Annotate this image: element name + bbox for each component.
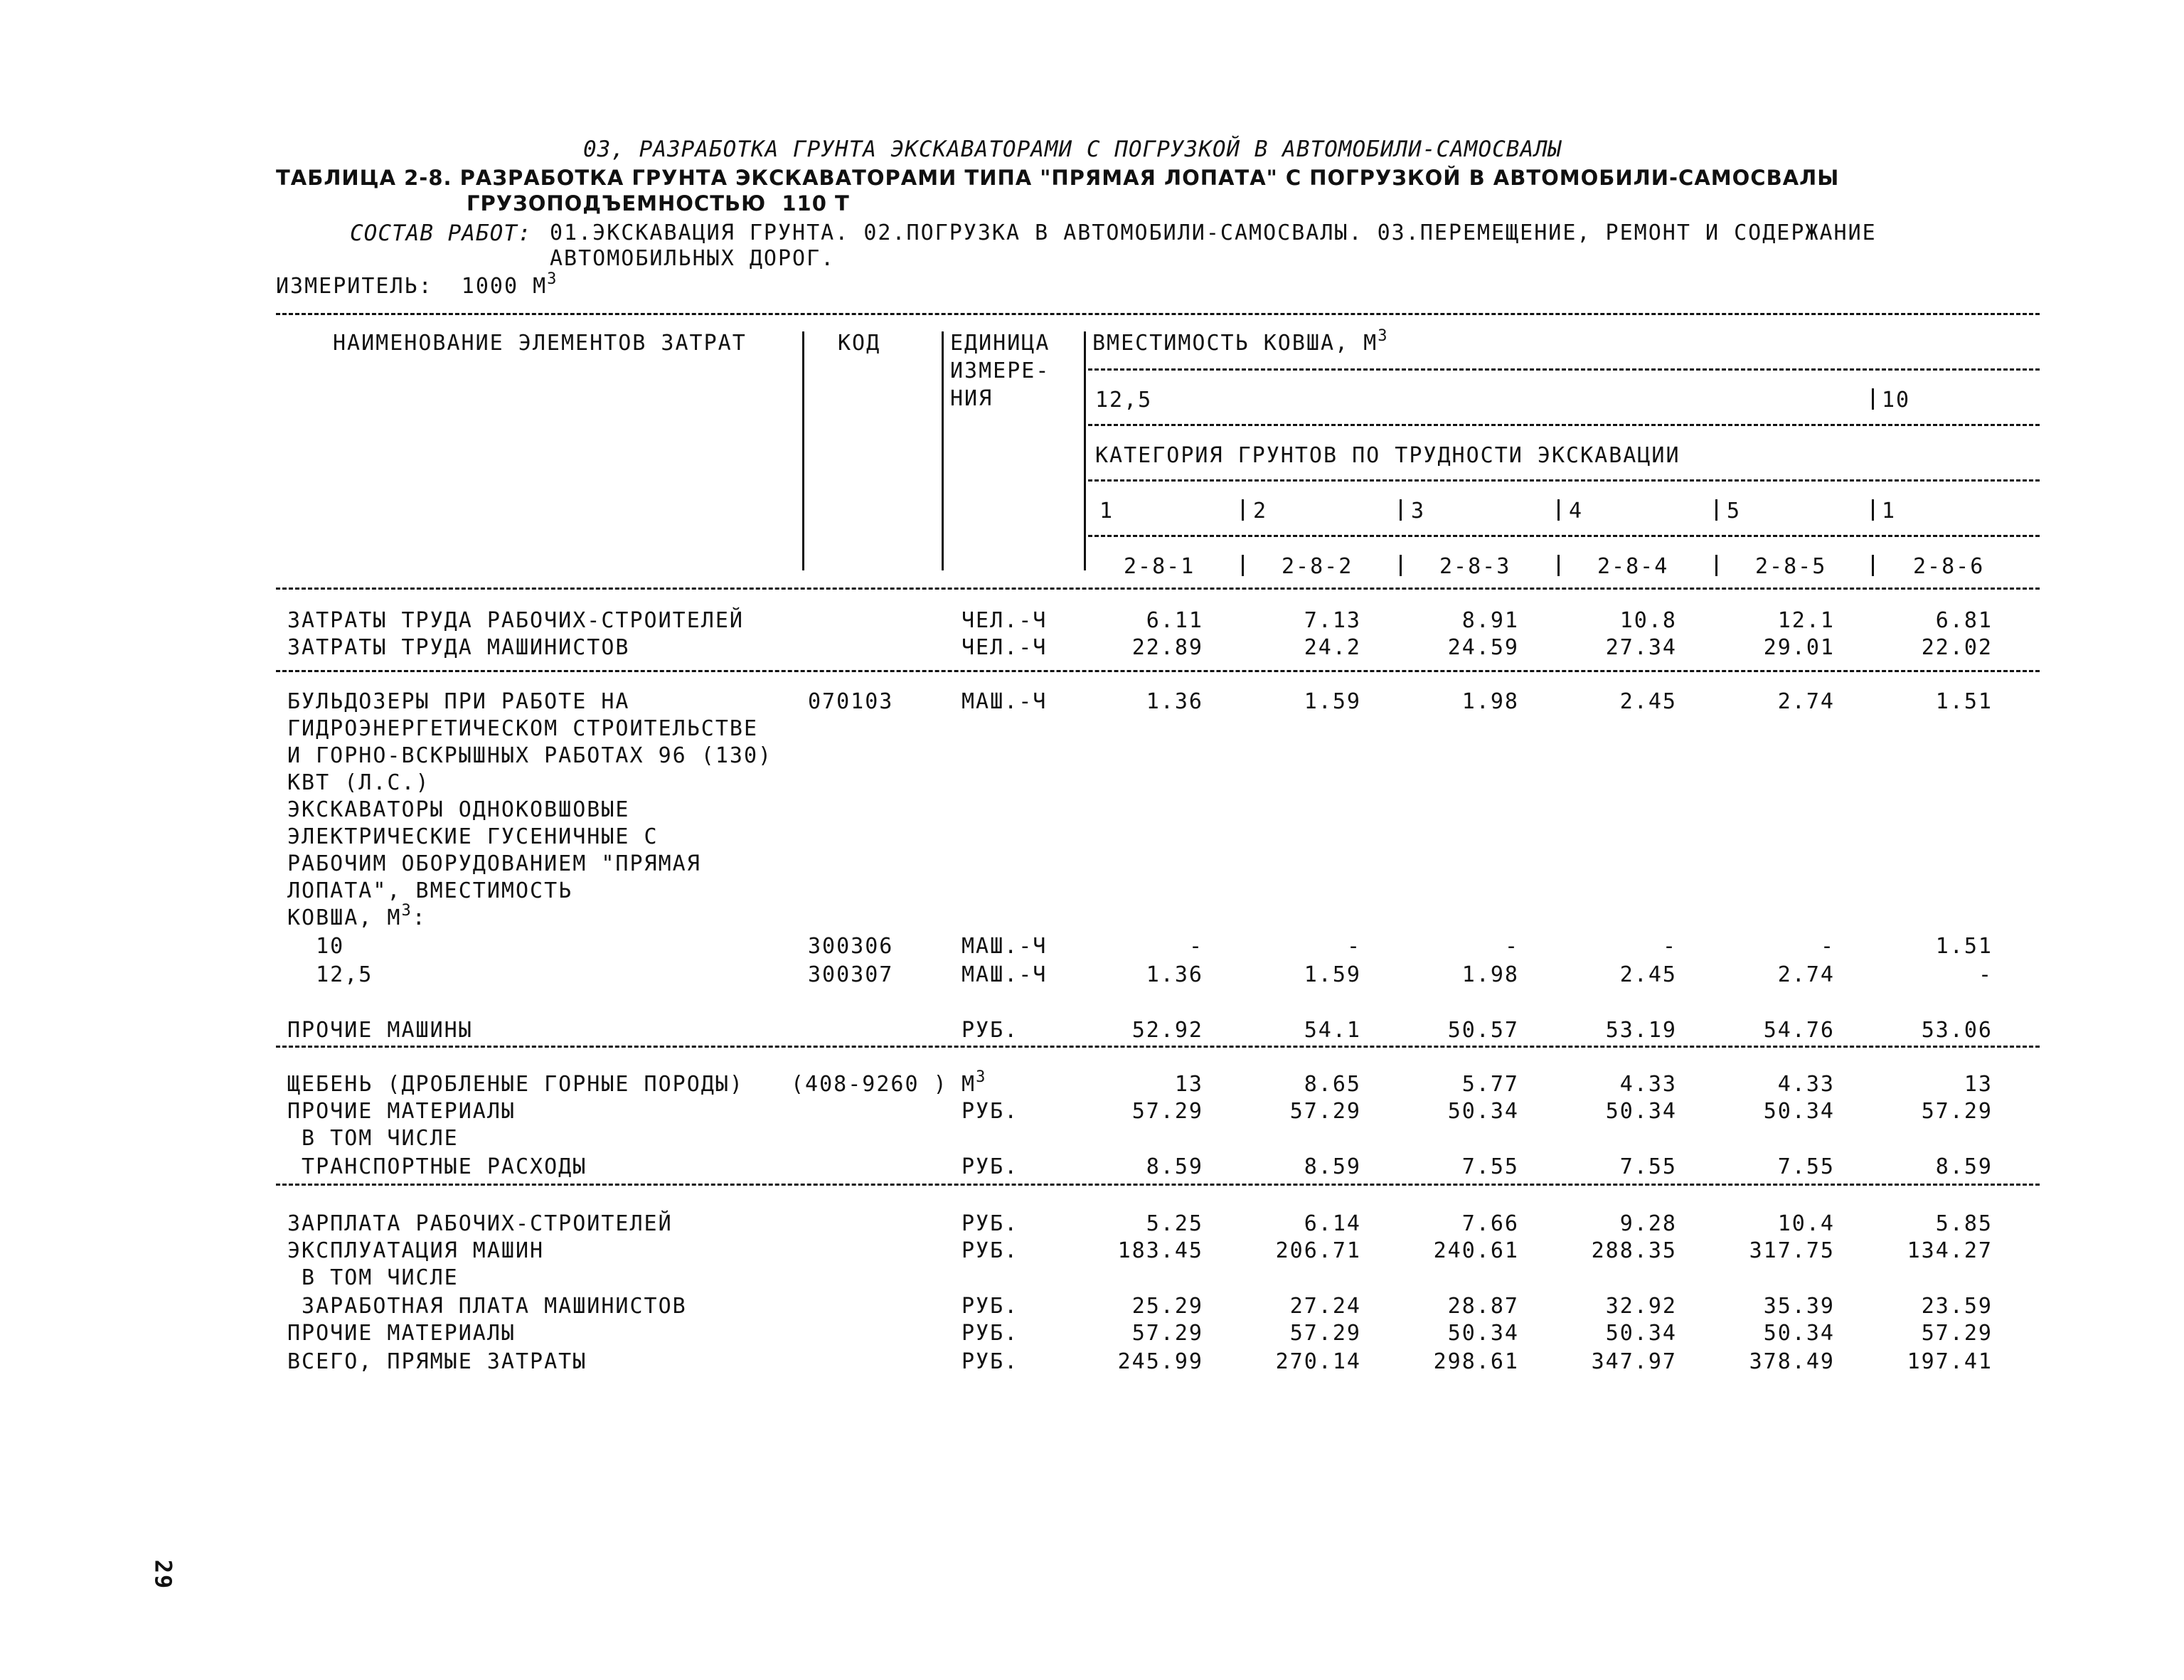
row-value: 10.8 bbox=[1619, 608, 1677, 633]
row-value: 10.4 bbox=[1777, 1211, 1835, 1236]
row-unit: МАШ.-Ч bbox=[962, 934, 1048, 959]
row-value: 13 bbox=[1964, 1072, 1993, 1097]
row-value: 22.89 bbox=[1131, 635, 1203, 660]
row-value: 50.34 bbox=[1763, 1321, 1835, 1346]
row-value: 29.01 bbox=[1763, 635, 1835, 660]
work-composition-text: 01.ЭКСКАВАЦИЯ ГРУНТА. 02.ПОГРУЗКА В АВТОМОБИЛИ-САМОСВАЛЫ. 03.ПЕРЕМЕЩЕНИЕ, РЕМОНТ И СОДЕРЖАНИЕ bbox=[550, 220, 1877, 245]
row-value: 7.55 bbox=[1777, 1154, 1835, 1179]
row-unit: РУБ. bbox=[962, 1099, 1019, 1124]
col-divider bbox=[1084, 331, 1086, 570]
col-divider bbox=[1242, 499, 1244, 521]
row-value: - bbox=[1662, 934, 1677, 959]
row-name: ЭКСКАВАТОРЫ ОДНОКОВШОВЫЕ bbox=[287, 797, 630, 822]
rule bbox=[1088, 535, 2040, 537]
header-cat: 5 bbox=[1727, 499, 1742, 523]
row-value: 1.98 bbox=[1461, 689, 1519, 714]
col-divider bbox=[1872, 388, 1874, 410]
header-unit-cont: НИЯ bbox=[950, 386, 994, 411]
row-unit: РУБ. bbox=[962, 1211, 1019, 1236]
row-name: ЗАРПЛАТА РАБОЧИХ-СТРОИТЕЛЕЙ bbox=[287, 1211, 673, 1236]
header-cap-12-5: 12,5 bbox=[1095, 388, 1153, 413]
row-unit: РУБ. bbox=[962, 1238, 1019, 1263]
row-name: КОВША, $М^3$: bbox=[287, 902, 427, 930]
rule bbox=[276, 1046, 2040, 1048]
row-value: 1.59 bbox=[1304, 689, 1361, 714]
row-unit: МАШ.-Ч bbox=[962, 689, 1048, 714]
row-value: 1.51 bbox=[1935, 689, 1993, 714]
row-name: ЗАТРАТЫ ТРУДА РАБОЧИХ-СТРОИТЕЛЕЙ bbox=[287, 608, 744, 633]
row-name: ГИДРОЭНЕРГЕТИЧЕСКОМ СТРОИТЕЛЬСТВЕ bbox=[287, 716, 759, 741]
col-divider bbox=[1872, 499, 1874, 521]
header-norm-code: 2-8-3 bbox=[1439, 554, 1511, 579]
header-cat: 1 bbox=[1882, 499, 1897, 523]
row-value: 50.57 bbox=[1447, 1018, 1519, 1043]
row-value: - bbox=[1188, 934, 1203, 959]
row-value: 6.11 bbox=[1146, 608, 1203, 633]
row-value: 1.36 bbox=[1146, 689, 1203, 714]
row-code: 300306 bbox=[808, 934, 894, 959]
row-value: 24.59 bbox=[1447, 635, 1519, 660]
row-value: 57.29 bbox=[1131, 1099, 1203, 1124]
row-value: 50.34 bbox=[1447, 1321, 1519, 1346]
header-cat: 2 bbox=[1253, 499, 1268, 523]
header-unit: ЕДИНИЦА bbox=[950, 331, 1050, 356]
row-name: КВТ (Л.С.) bbox=[287, 770, 430, 795]
row-name: 10 bbox=[287, 934, 345, 959]
row-value: 4.33 bbox=[1619, 1072, 1677, 1097]
row-value: 6.14 bbox=[1304, 1211, 1361, 1236]
row-value: 5.77 bbox=[1461, 1072, 1519, 1097]
row-value: 54.1 bbox=[1304, 1018, 1361, 1043]
row-value: 50.34 bbox=[1447, 1099, 1519, 1124]
row-code: 070103 bbox=[808, 689, 894, 714]
row-value: 28.87 bbox=[1447, 1294, 1519, 1319]
header-cat: 1 bbox=[1099, 499, 1114, 523]
row-value: 2.74 bbox=[1777, 962, 1835, 987]
row-name: В ТОМ ЧИСЛЕ bbox=[287, 1126, 459, 1151]
rule bbox=[1088, 479, 2040, 482]
row-value: 57.29 bbox=[1921, 1099, 1993, 1124]
col-divider bbox=[802, 331, 804, 570]
header-norm-code: 2-8-4 bbox=[1597, 554, 1669, 579]
row-value: 7.13 bbox=[1304, 608, 1361, 633]
row-name: ЗАРАБОТНАЯ ПЛАТА МАШИНИСТОВ bbox=[287, 1294, 687, 1319]
row-value: 134.27 bbox=[1907, 1238, 1993, 1263]
row-value: 8.59 bbox=[1935, 1154, 1993, 1179]
col-divider bbox=[1400, 555, 1402, 576]
row-value: 57.29 bbox=[1289, 1099, 1361, 1124]
row-value: 240.61 bbox=[1433, 1238, 1519, 1263]
row-value: 8.59 bbox=[1304, 1154, 1361, 1179]
row-value: 5.85 bbox=[1935, 1211, 1993, 1236]
header-cap-10: 10 bbox=[1882, 388, 1911, 413]
row-name: ЭЛЕКТРИЧЕСКИЕ ГУСЕНИЧНЫЕ С bbox=[287, 824, 659, 849]
rule bbox=[276, 1184, 2040, 1186]
table-title-cont: ГРУЗОПОДЪЕМНОСТЬЮ 110 Т bbox=[467, 191, 850, 216]
work-composition-text-cont: АВТОМОБИЛЬНЫХ ДОРОГ. bbox=[550, 246, 836, 271]
row-value: 378.49 bbox=[1749, 1349, 1835, 1374]
row-unit: МАШ.-Ч bbox=[962, 962, 1048, 987]
header-code: КОД bbox=[838, 331, 881, 356]
row-name: 12,5 bbox=[287, 962, 373, 987]
page-number: 29 bbox=[149, 1559, 177, 1590]
row-value: 7.66 bbox=[1461, 1211, 1519, 1236]
col-divider bbox=[1715, 555, 1717, 576]
table-title: ТАБЛИЦА 2-8. РАЗРАБОТКА ГРУНТА ЭКСКАВАТОРАМИ ТИПА "ПРЯМАЯ ЛОПАТА" С ПОГРУЗКОЙ В АВТОМОБИЛИ-САМОСВАЛЫ bbox=[276, 166, 1840, 190]
row-value: 288.35 bbox=[1591, 1238, 1677, 1263]
row-name: ПРОЧИЕ МАТЕРИАЛЫ bbox=[287, 1321, 516, 1346]
row-value: 52.92 bbox=[1131, 1018, 1203, 1043]
row-name: В ТОМ ЧИСЛЕ bbox=[287, 1265, 459, 1290]
header-norm-code: 2-8-2 bbox=[1282, 554, 1353, 579]
row-unit: РУБ. bbox=[962, 1018, 1019, 1043]
row-value: 22.02 bbox=[1921, 635, 1993, 660]
row-name: БУЛЬДОЗЕРЫ ПРИ РАБОТЕ НА bbox=[287, 689, 630, 714]
row-value: 35.39 bbox=[1763, 1294, 1835, 1319]
row-code: (408-9260 ) bbox=[791, 1072, 948, 1097]
row-value: 5.25 bbox=[1146, 1211, 1203, 1236]
row-value: - bbox=[1504, 934, 1519, 959]
row-value: 347.97 bbox=[1591, 1349, 1677, 1374]
row-name: ЭКСПЛУАТАЦИЯ МАШИН bbox=[287, 1238, 545, 1263]
header-name: НАИМЕНОВАНИЕ ЭЛЕМЕНТОВ ЗАТРАТ bbox=[333, 331, 747, 356]
row-unit: РУБ. bbox=[962, 1294, 1019, 1319]
row-value: 197.41 bbox=[1907, 1349, 1993, 1374]
header-norm-code: 2-8-1 bbox=[1124, 554, 1195, 579]
row-value: 54.76 bbox=[1763, 1018, 1835, 1043]
row-value: 1.36 bbox=[1146, 962, 1203, 987]
row-value: 206.71 bbox=[1275, 1238, 1361, 1263]
row-value: 270.14 bbox=[1275, 1349, 1361, 1374]
col-divider bbox=[942, 331, 944, 570]
row-value: 4.33 bbox=[1777, 1072, 1835, 1097]
row-value: 8.91 bbox=[1461, 608, 1519, 633]
row-unit: РУБ. bbox=[962, 1154, 1019, 1179]
row-value: - bbox=[1978, 962, 1993, 987]
row-unit: ЧЕЛ.-Ч bbox=[962, 635, 1048, 660]
row-value: 25.29 bbox=[1131, 1294, 1203, 1319]
row-value: 53.19 bbox=[1605, 1018, 1677, 1043]
section-title: 03, РАЗРАБОТКА ГРУНТА ЭКСКАВАТОРАМИ С ПОГРУЗКОЙ В АВТОМОБИЛИ-САМОСВАЛЫ bbox=[583, 137, 1562, 162]
row-value: 50.34 bbox=[1605, 1321, 1677, 1346]
row-value: 183.45 bbox=[1117, 1238, 1203, 1263]
row-value: 12.1 bbox=[1777, 608, 1835, 633]
header-norm-code: 2-8-5 bbox=[1755, 554, 1827, 579]
row-value: 8.59 bbox=[1146, 1154, 1203, 1179]
row-value: 13 bbox=[1174, 1072, 1203, 1097]
header-norm-code: 2-8-6 bbox=[1913, 554, 1985, 579]
row-value: 27.34 bbox=[1605, 635, 1677, 660]
rule bbox=[276, 670, 2040, 672]
row-name: РАБОЧИМ ОБОРУДОВАНИЕМ "ПРЯМАЯ bbox=[287, 851, 701, 876]
row-value: 50.34 bbox=[1605, 1099, 1677, 1124]
row-value: 24.2 bbox=[1304, 635, 1361, 660]
rule bbox=[1088, 368, 2040, 371]
rule bbox=[276, 588, 2040, 590]
row-name: ЩЕБЕНЬ (ДРОБЛЕНЫЕ ГОРНЫЕ ПОРОДЫ) bbox=[287, 1072, 744, 1097]
row-value: 1.59 bbox=[1304, 962, 1361, 987]
measure-unit: ИЗМЕРИТЕЛЬ: 1000 $М^3$ bbox=[276, 270, 558, 299]
row-value: 1.98 bbox=[1461, 962, 1519, 987]
header-capacity: ВМЕСТИМОСТЬ КОВША, $М^3$ bbox=[1092, 327, 1389, 356]
col-divider bbox=[1242, 555, 1244, 576]
row-value: 6.81 bbox=[1935, 608, 1993, 633]
row-value: 9.28 bbox=[1619, 1211, 1677, 1236]
col-divider bbox=[1872, 555, 1874, 576]
work-composition-label: СОСТАВ РАБОТ: bbox=[350, 220, 532, 246]
row-value: 298.61 bbox=[1433, 1349, 1519, 1374]
row-name: ЛОПАТА", ВМЕСТИМОСТЬ bbox=[287, 878, 573, 903]
row-value: 2.74 bbox=[1777, 689, 1835, 714]
row-code: 300307 bbox=[808, 962, 894, 987]
row-value: 8.65 bbox=[1304, 1072, 1361, 1097]
row-value: 57.29 bbox=[1921, 1321, 1993, 1346]
col-divider bbox=[1400, 499, 1402, 521]
row-value: 53.06 bbox=[1921, 1018, 1993, 1043]
row-name: ПРОЧИЕ МАШИНЫ bbox=[287, 1018, 473, 1043]
row-value: 1.51 bbox=[1935, 934, 1993, 959]
row-name: ПРОЧИЕ МАТЕРИАЛЫ bbox=[287, 1099, 516, 1124]
row-value: 7.55 bbox=[1461, 1154, 1519, 1179]
col-divider bbox=[1715, 499, 1717, 521]
rule bbox=[276, 313, 2040, 315]
row-unit: РУБ. bbox=[962, 1321, 1019, 1346]
row-value: 7.55 bbox=[1619, 1154, 1677, 1179]
row-value: 2.45 bbox=[1619, 962, 1677, 987]
row-value: 245.99 bbox=[1117, 1349, 1203, 1374]
col-divider bbox=[1557, 555, 1560, 576]
row-value: 317.75 bbox=[1749, 1238, 1835, 1263]
row-unit: РУБ. bbox=[962, 1349, 1019, 1374]
row-value: 57.29 bbox=[1289, 1321, 1361, 1346]
row-name: ЗАТРАТЫ ТРУДА МАШИНИСТОВ bbox=[287, 635, 630, 660]
row-name: ТРАНСПОРТНЫЕ РАСХОДЫ bbox=[287, 1154, 587, 1179]
col-divider bbox=[1557, 499, 1560, 521]
row-value: 2.45 bbox=[1619, 689, 1677, 714]
row-value: 50.34 bbox=[1763, 1099, 1835, 1124]
row-value: - bbox=[1346, 934, 1361, 959]
superscript: 3 bbox=[401, 902, 412, 920]
row-name: И ГОРНО-ВСКРЫШНЫХ РАБОТАХ 96 (130) bbox=[287, 743, 773, 768]
row-value: 32.92 bbox=[1605, 1294, 1677, 1319]
header-cat: 4 bbox=[1569, 499, 1584, 523]
header-unit-cont: ИЗМЕРЕ- bbox=[950, 358, 1050, 383]
row-unit: $М^3$ bbox=[962, 1068, 987, 1097]
row-unit: ЧЕЛ.-Ч bbox=[962, 608, 1048, 633]
superscript: 3 bbox=[976, 1068, 987, 1086]
row-name: ВСЕГО, ПРЯМЫЕ ЗАТРАТЫ bbox=[287, 1349, 587, 1374]
header-cat: 3 bbox=[1411, 499, 1426, 523]
rule bbox=[1088, 424, 2040, 426]
header-category: КАТЕГОРИЯ ГРУНТОВ ПО ТРУДНОСТИ ЭКСКАВАЦИИ bbox=[1095, 443, 1680, 468]
row-value: 23.59 bbox=[1921, 1294, 1993, 1319]
row-value: - bbox=[1820, 934, 1835, 959]
row-value: 27.24 bbox=[1289, 1294, 1361, 1319]
row-value: 57.29 bbox=[1131, 1321, 1203, 1346]
